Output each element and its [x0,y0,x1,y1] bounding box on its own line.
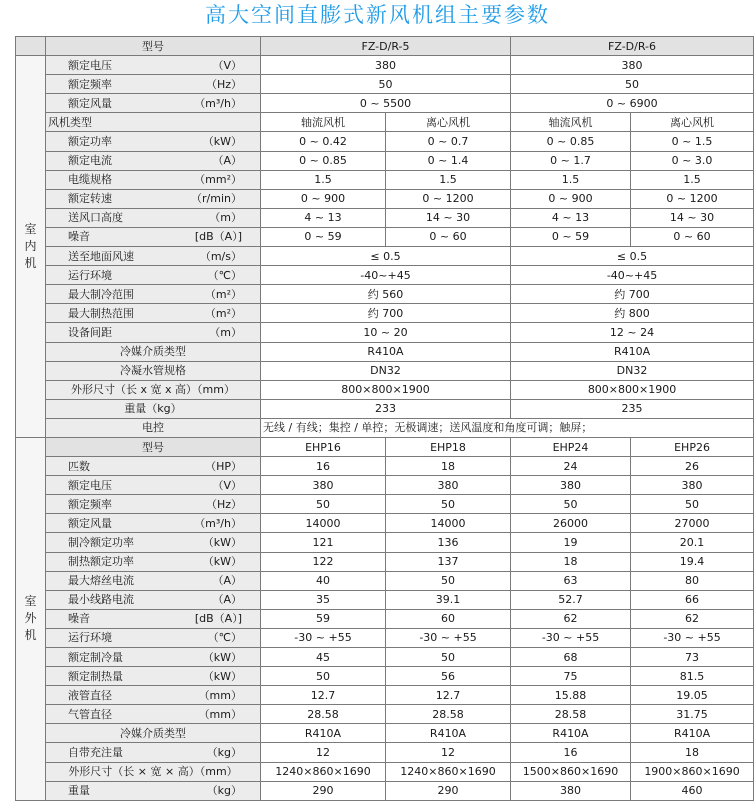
cell-value: 1.5 [386,170,511,189]
row-label [46,266,261,285]
cell-value: 62 [511,609,631,628]
param-unit: [dB（A）] [194,612,242,626]
param-name: 设备间距 [68,325,112,339]
table-row [16,361,754,380]
table-row [16,571,754,590]
table-row [16,705,754,724]
table-row [16,514,754,533]
row-label [46,208,261,227]
cell-value: 235 [511,399,754,418]
cell-value: R410A [261,342,511,361]
param-unit: （mm²） [194,173,242,187]
table-row [16,781,754,800]
row-label: 重量（kg） [46,399,261,418]
cell-value: 28.58 [511,705,631,724]
table-row [16,533,754,552]
table-row [16,399,754,418]
cell-value: 26 [631,457,754,476]
param-unit: （kW） [202,669,242,683]
cell-value: 50 [511,495,631,514]
table-row [16,686,754,705]
param-unit: （m³/h） [194,516,242,530]
table-row [16,189,754,208]
cell-value: DN32 [261,361,511,380]
cell-value: 50 [511,75,754,94]
row-label [46,705,261,724]
cell-value: 800×800×1900 [511,380,754,399]
param-unit: （A） [212,593,242,607]
table-row [16,457,754,476]
param-unit: （V） [212,478,242,492]
param-name: 匹数 [68,459,90,473]
cell-value: 0 ~ 0.85 [511,132,631,151]
table-row [16,323,754,342]
cell-value: 15.88 [511,686,631,705]
cell-value: R410A [511,342,754,361]
section-label [16,437,46,800]
cell-value: 0 ~ 0.7 [386,132,511,151]
row-label [46,285,261,304]
cell-value: 60 [386,609,511,628]
cell-value: 0 ~ 60 [631,227,754,246]
row-label [46,648,261,667]
section-label-char: 机 [24,628,37,643]
cell-value: 233 [261,399,511,418]
cell-value: -30 ~ +55 [511,628,631,647]
corner-cell [16,37,46,56]
param-name: 最大制热范围 [68,306,134,320]
cell-value: 50 [631,495,754,514]
param-name: 额定制冷量 [68,650,123,664]
cell-value: 137 [386,552,511,571]
cell-value: R410A [261,724,386,743]
table-row [16,609,754,628]
cell-value: 0 ~ 59 [261,227,386,246]
cell-value: 290 [386,781,511,800]
param-unit: （kW） [202,135,242,149]
param-name: 额定电压 [68,478,112,492]
fan-type-label: 风机类型 [46,113,261,132]
table-row [16,94,754,113]
cell-value: 460 [631,781,754,800]
param-unit: （m/s） [199,249,242,263]
param-name: 最大熔丝电流 [68,574,134,588]
cell-value: 14000 [261,514,386,533]
param-name: 噪音 [68,612,90,626]
cell-value: 380 [511,56,754,75]
cell-value: 0 ~ 0.85 [261,151,386,170]
parameter-table [15,36,754,801]
param-name: 液管直径 [68,688,112,702]
cell-value: 0 ~ 5500 [261,94,511,113]
table-row [16,667,754,686]
row-label [46,323,261,342]
cell-value: 0 ~ 1200 [631,189,754,208]
row-label [46,132,261,151]
row-label: 外形尺寸（长 × 宽 × 高）（mm） [46,762,261,781]
cell-value: ≤ 0.5 [261,247,511,266]
param-name: 送至地面风速 [68,249,134,263]
fan-type: 轴流风机 [511,113,631,132]
model-name: EHP18 [386,437,511,456]
row-label [46,781,261,800]
row-label [46,189,261,208]
table-row [16,590,754,609]
row-label [46,94,261,113]
cell-value: 122 [261,552,386,571]
model-name: FZ-D/R-5 [261,37,511,56]
cell-value: 19.05 [631,686,754,705]
cell-value: 50 [261,75,511,94]
cell-value: 1900×860×1690 [631,762,754,781]
table-row [16,342,754,361]
cell-value: 35 [261,590,386,609]
cell-value: 73 [631,648,754,667]
cell-value: 380 [386,476,511,495]
param-name: 额定制热量 [68,669,123,683]
cell-value: 14 ~ 30 [386,208,511,227]
cell-value: 1500×860×1690 [511,762,631,781]
cell-value: 50 [386,495,511,514]
cell-value: 0 ~ 60 [386,227,511,246]
row-label: 冷凝水管规格 [46,361,261,380]
cell-value: 18 [511,552,631,571]
cell-value: 39.1 [386,590,511,609]
cell-value: 27000 [631,514,754,533]
row-label [46,56,261,75]
param-name: 送风口高度 [68,211,123,225]
section-label-char: 室 [24,222,37,237]
cell-value: 0 ~ 0.42 [261,132,386,151]
table-row [16,227,754,246]
param-name: 额定电压 [68,58,112,72]
cell-value: 63 [511,571,631,590]
row-label [46,514,261,533]
cell-value: ≤ 0.5 [511,247,754,266]
cell-value: 66 [631,590,754,609]
cell-value: 约 700 [511,285,754,304]
param-unit: （℃） [207,268,242,282]
param-unit: [dB（A）] [194,230,242,244]
control-value: 无线 / 有线；集控 / 单控；无极调速；送风温度和角度可调；触屏； [261,418,754,437]
param-unit: （kg） [206,746,242,760]
cell-value: 0 ~ 1200 [386,189,511,208]
row-label [46,686,261,705]
table-row [16,151,754,170]
param-name: 运行环境 [68,268,112,282]
fan-type: 离心风机 [386,113,511,132]
cell-value: DN32 [511,361,754,380]
cell-value: -30 ~ +55 [386,628,511,647]
row-label: 冷媒介质类型 [46,724,261,743]
cell-value: 380 [261,476,386,495]
table-row [16,724,754,743]
cell-value: 50 [261,667,386,686]
cell-value: 380 [511,476,631,495]
param-name: 气管直径 [68,707,112,721]
param-name: 额定频率 [68,497,112,511]
cell-value: 18 [631,743,754,762]
cell-value: 约 700 [261,304,511,323]
cell-value: 290 [261,781,386,800]
cell-value: 24 [511,457,631,476]
cell-value: R410A [631,724,754,743]
cell-value: 约 800 [511,304,754,323]
cell-value: -40~+45 [511,266,754,285]
cell-value: 4 ~ 13 [511,208,631,227]
cell-value: 31.75 [631,705,754,724]
param-name: 最大制冷范围 [68,287,134,301]
cell-value: 14 ~ 30 [631,208,754,227]
cell-value: 0 ~ 3.0 [631,151,754,170]
cell-value: 50 [261,495,386,514]
section-label-char: 室 [24,594,37,609]
param-unit: （kg） [206,784,242,798]
param-unit: （kW） [202,535,242,549]
cell-value: 16 [261,457,386,476]
param-name: 运行环境 [68,631,112,645]
row-label [46,170,261,189]
param-unit: （r/min） [191,192,242,206]
param-name: 最小线路电流 [68,593,134,607]
param-name: 电缆规格 [68,173,112,187]
table-row [16,132,754,151]
table-row [16,37,754,56]
table-row [16,247,754,266]
table-row [16,208,754,227]
param-unit: （V） [212,58,242,72]
cell-value: 28.58 [261,705,386,724]
row-label [46,75,261,94]
cell-value: 12.7 [386,686,511,705]
cell-value: 1240×860×1690 [386,762,511,781]
table-row [16,495,754,514]
row-label [46,151,261,170]
cell-value: 62 [631,609,754,628]
table-row [16,437,754,456]
cell-value: 0 ~ 900 [261,189,386,208]
cell-value: 380 [631,476,754,495]
param-name: 额定风量 [68,516,112,530]
param-unit: （HP） [205,459,242,473]
row-label [46,227,261,246]
param-name: 噪音 [68,230,90,244]
param-unit: （m） [209,211,242,225]
fan-type: 离心风机 [631,113,754,132]
param-name: 重量 [68,784,90,798]
cell-value: 20.1 [631,533,754,552]
cell-value: 18 [386,457,511,476]
fan-type: 轴流风机 [261,113,386,132]
model-header: 型号 [46,37,261,56]
table-row [16,113,754,132]
table-row [16,380,754,399]
cell-value: 59 [261,609,386,628]
cell-value: 0 ~ 1.4 [386,151,511,170]
cell-value: 1.5 [511,170,631,189]
cell-value: 4 ~ 13 [261,208,386,227]
cell-value: 136 [386,533,511,552]
param-unit: （kW） [202,650,242,664]
cell-value: 10 ~ 20 [261,323,511,342]
param-name: 额定电流 [68,154,112,168]
cell-value: 0 ~ 59 [511,227,631,246]
param-unit: （Hz） [205,497,242,511]
cell-value: -30 ~ +55 [261,628,386,647]
section-label-char: 内 [24,239,37,254]
cell-value: 26000 [511,514,631,533]
cell-value: R410A [511,724,631,743]
row-label [46,571,261,590]
param-unit: （mm） [198,707,242,721]
model-name: EHP16 [261,437,386,456]
row-label [46,495,261,514]
row-label [46,552,261,571]
row-label [46,476,261,495]
cell-value: 12 ~ 24 [511,323,754,342]
table-row [16,762,754,781]
param-unit: （kW） [202,555,242,569]
param-unit: （Hz） [205,77,242,91]
model-name: EHP26 [631,437,754,456]
row-label [46,304,261,323]
cell-value: 52.7 [511,590,631,609]
cell-value: 12 [261,743,386,762]
cell-value: 0 ~ 1.7 [511,151,631,170]
param-name: 制冷额定功率 [68,535,134,549]
section-label [16,56,46,438]
cell-value: 14000 [386,514,511,533]
cell-value: 45 [261,648,386,667]
cell-value: 1.5 [261,170,386,189]
cell-value: 81.5 [631,667,754,686]
control-label: 电控 [46,418,261,437]
cell-value: 16 [511,743,631,762]
cell-value: 50 [386,571,511,590]
row-label [46,533,261,552]
model-header: 型号 [46,437,261,456]
param-name: 自带充注量 [68,746,123,760]
cell-value: 56 [386,667,511,686]
cell-value: 40 [261,571,386,590]
row-label [46,247,261,266]
table-row [16,418,754,437]
table-row [16,266,754,285]
table-row [16,56,754,75]
row-label [46,457,261,476]
param-unit: （mm） [198,688,242,702]
param-unit: （A） [212,154,242,168]
cell-value: -40~+45 [261,266,511,285]
cell-value: 0 ~ 1.5 [631,132,754,151]
cell-value: R410A [386,724,511,743]
row-label [46,743,261,762]
row-label: 外形尺寸（长 x 宽 x 高）（mm） [46,380,261,399]
cell-value: 28.58 [386,705,511,724]
table-row [16,743,754,762]
cell-value: 1240×860×1690 [261,762,386,781]
param-unit: （m） [209,325,242,339]
row-label: 冷媒介质类型 [46,342,261,361]
row-label [46,667,261,686]
page-title: 高大空间直膨式新风机组主要参数 [205,3,550,27]
table-row [16,476,754,495]
cell-value: 1.5 [631,170,754,189]
cell-value: 68 [511,648,631,667]
cell-value: 12.7 [261,686,386,705]
cell-value: 19.4 [631,552,754,571]
param-name: 额定频率 [68,77,112,91]
cell-value: 80 [631,571,754,590]
table-row [16,75,754,94]
param-name: 额定转速 [68,192,112,206]
cell-value: 121 [261,533,386,552]
cell-value: 75 [511,667,631,686]
cell-value: 0 ~ 6900 [511,94,754,113]
section-label-char: 外 [24,611,37,626]
model-name: EHP24 [511,437,631,456]
param-name: 制热额定功率 [68,555,134,569]
model-name: FZ-D/R-6 [511,37,754,56]
param-unit: （m²） [204,306,242,320]
param-unit: （m²） [204,287,242,301]
param-unit: （℃） [207,631,242,645]
section-label-char: 机 [24,256,37,271]
table-row [16,648,754,667]
cell-value: 380 [261,56,511,75]
row-label [46,609,261,628]
cell-value: 380 [511,781,631,800]
cell-value: 12 [386,743,511,762]
row-label [46,590,261,609]
cell-value: 约 560 [261,285,511,304]
param-unit: （m³/h） [194,96,242,110]
row-label [46,628,261,647]
table-row [16,285,754,304]
table-row [16,552,754,571]
cell-value: 800×800×1900 [261,380,511,399]
table-row [16,628,754,647]
cell-value: 19 [511,533,631,552]
table-row [16,304,754,323]
param-name: 额定风量 [68,96,112,110]
cell-value: -30 ~ +55 [631,628,754,647]
param-unit: （A） [212,574,242,588]
param-name: 额定功率 [68,135,112,149]
table-row [16,170,754,189]
cell-value: 0 ~ 900 [511,189,631,208]
cell-value: 50 [386,648,511,667]
